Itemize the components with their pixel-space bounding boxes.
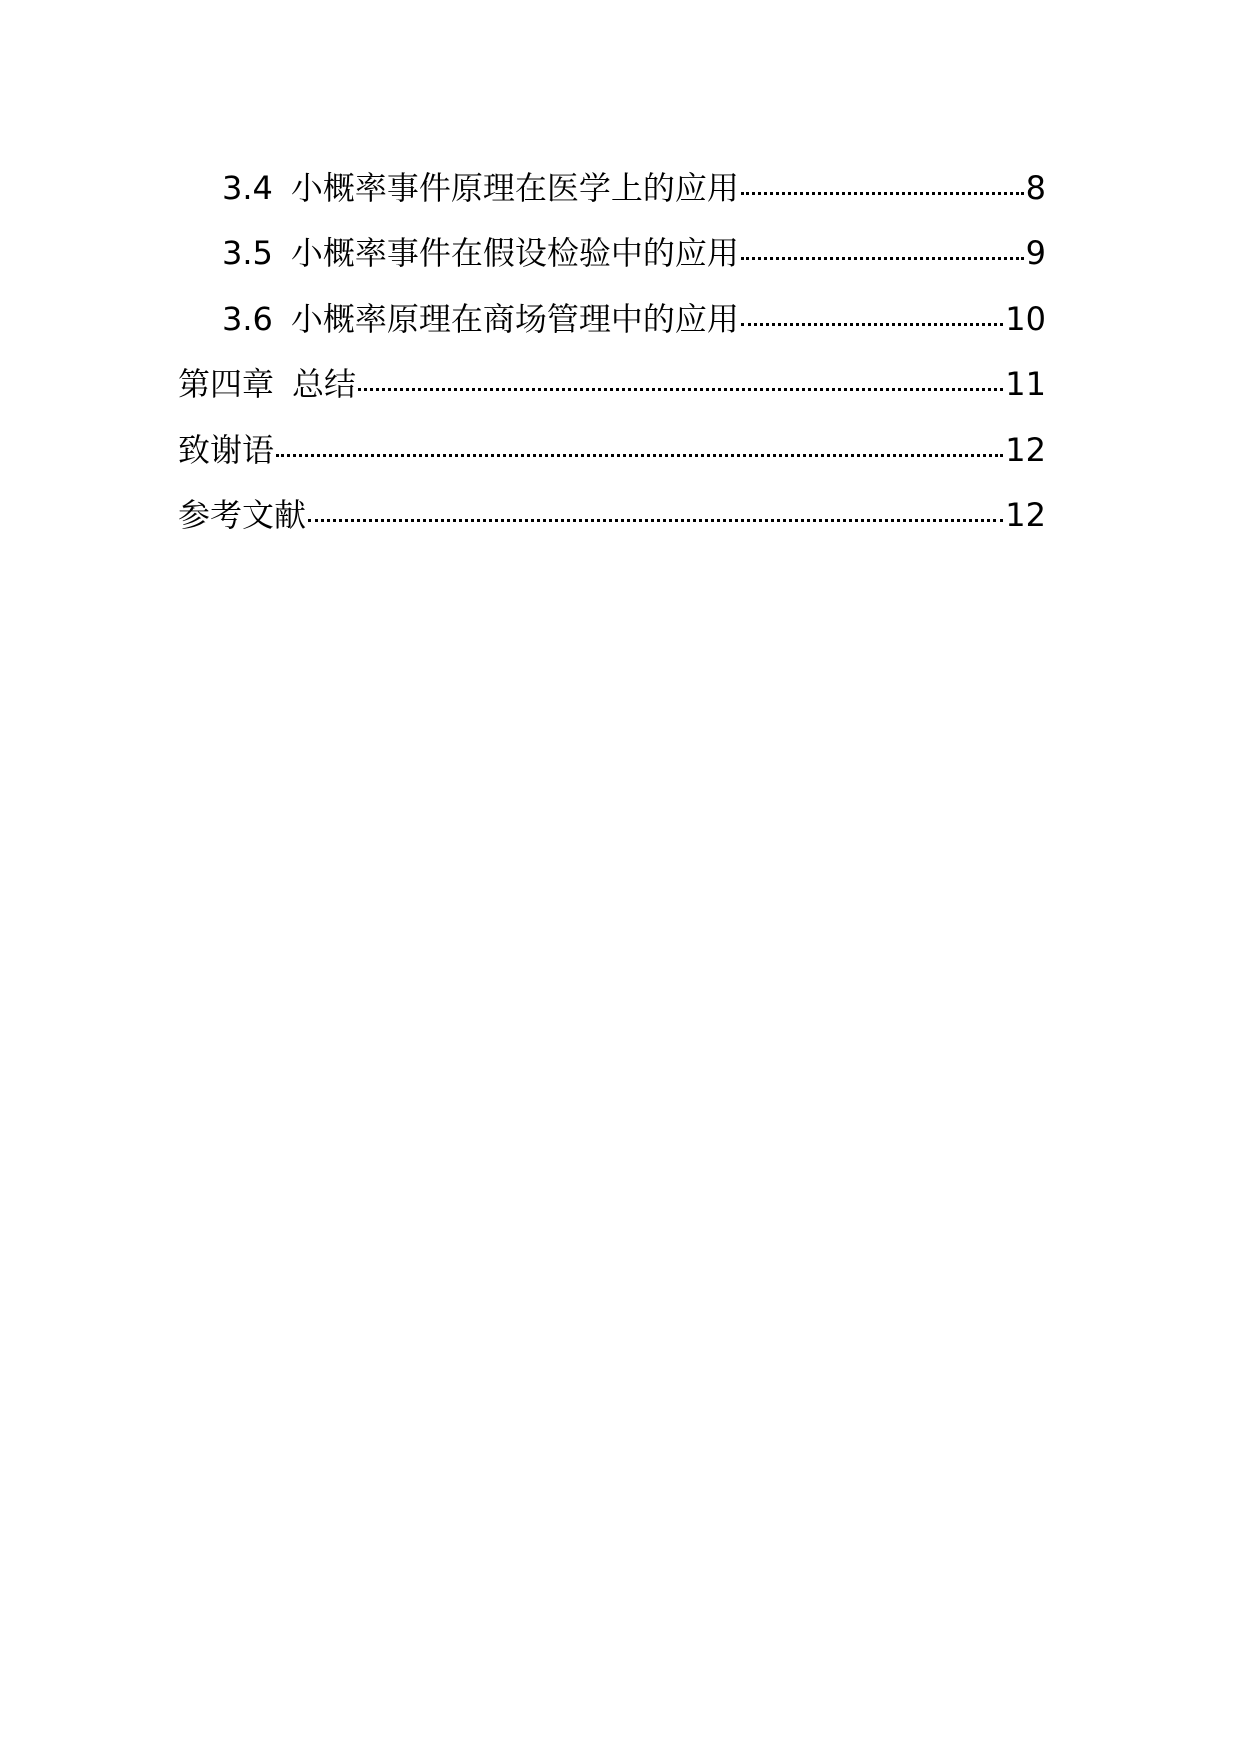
- toc-entry-title: 致谢语: [178, 430, 275, 469]
- toc-entry-page-number: 10: [1005, 299, 1046, 338]
- dot-leader: [276, 454, 1003, 457]
- toc-entry-title: 小概率事件原理在医学上的应用: [290, 169, 739, 207]
- toc-entry-page-number: 9: [1025, 234, 1046, 273]
- toc-entry-3-5[interactable]: [178, 221, 1046, 286]
- toc-entry-page-number: 12: [1005, 495, 1046, 534]
- toc-entry-title: 参考文献: [178, 495, 307, 534]
- dot-leader: [308, 519, 1003, 522]
- dot-leader: [358, 388, 1003, 391]
- toc-entry-title: 小概率原理在商场管理中的应用: [290, 299, 739, 338]
- toc-entry-number: 3.6: [222, 299, 273, 338]
- toc-entry-references[interactable]: [178, 483, 1046, 548]
- toc-entry-number: 第四章: [178, 365, 275, 404]
- table-of-contents: [178, 156, 1046, 548]
- toc-entry-3-6[interactable]: [178, 287, 1046, 352]
- toc-entry-page-number: 8: [1025, 169, 1046, 207]
- toc-entry-number: 3.4: [222, 169, 273, 207]
- toc-entry-chapter-4[interactable]: [178, 352, 1046, 417]
- toc-entry-page-number: 11: [1005, 365, 1046, 404]
- dot-leader: [741, 323, 1003, 326]
- toc-entry-page-number: 12: [1005, 430, 1046, 469]
- toc-entry-acknowledgements[interactable]: [178, 418, 1046, 483]
- dot-leader: [741, 192, 1024, 195]
- toc-entry-number: 3.5: [222, 234, 273, 273]
- toc-entry-title: 总结: [292, 365, 357, 404]
- toc-entry-title: 小概率事件在假设检验中的应用: [290, 234, 739, 273]
- toc-entry-3-4[interactable]: [178, 156, 1046, 221]
- dot-leader: [741, 257, 1024, 260]
